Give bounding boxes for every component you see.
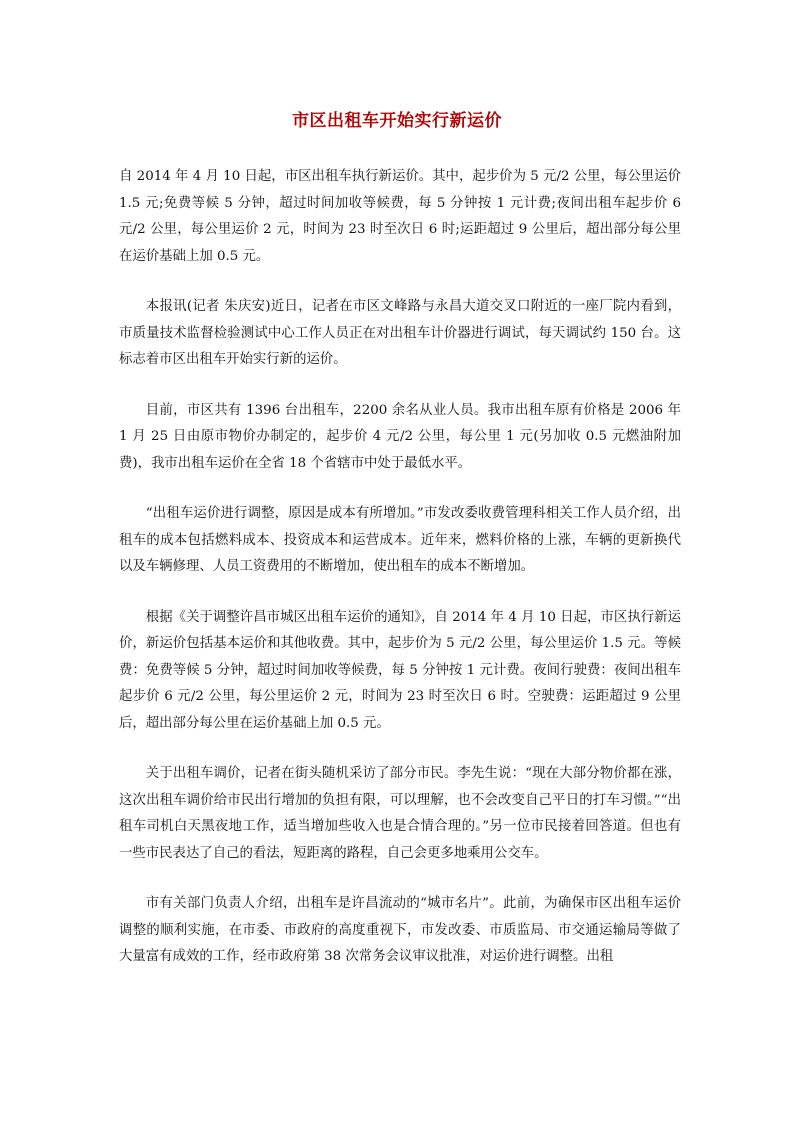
paragraph-new-rates: 根据《关于调整许昌市城区出租车运价的通知》，自 2014 年 4 月 10 日起，市区执行新运价，新运价包括基本运价和其他收费。其中，起步价为 5 元/2 公里，每公里运价 1.5 元。等候费：免费等候 5 分钟，超过时间加收等候费，每 5 分钟按 1 元计费。夜间行驶费：夜间出租车起步价 6 元/2 公里，每公里运价 2 元，时间为 23 时至次日 6 时。空驶费：运距超过 9 公里后，超出部分每公里在运价基础上加 0.5 元。 — [119, 609, 681, 731]
paragraph-current-status: 目前，市区共有 1396 台出租车，2200 余名从业人员。我市出租车原有价格是 2006 年 1 月 25 日由原市物价办制定的，起步价 4 元/2 公里，每公里 1 元(另加收 0.5 元燃油附加费)，我市出租车运价在全省 18 个省辖市中处于最低水平。 — [119, 402, 681, 471]
paragraph-intro: 自 2014 年 4 月 10 日起，市区出租车执行新运价。其中，起步价为 5 元/2 公里，每公里运价 1.5 元;免费等候 5 分钟，超过时间加收等候费，每 5 分钟按 1 元计费;夜间出租车起步价 6 元/2 公里，每公里运价 2 元，时间为 23 时至次日 6 时;运距超过 9 公里后，超出部分每公里在运价基础上加 0.5 元。 — [119, 169, 681, 264]
paragraph-official-statement: 市有关部门负责人介绍，出租车是许昌流动的“城市名片”。此前，为确保市区出租车运价调整的顺利实施，在市委、市政府的高度重视下，市发改委、市质监局、市交通运输局等做了大量富有成效的工作，经市政府第 38 次常务会议审议批准，对运价进行调整。出租 — [119, 896, 681, 964]
paragraph-report: 本报讯(记者 朱庆安)近日，记者在市区文峰路与永昌大道交叉口附近的一座厂院内看到，市质量技术监督检验测试中心工作人员正在对出租车计价器进行调试，每天调试约 150 台。这标志着市区出租车开始实行新的运价。 — [119, 299, 681, 367]
paragraph-citizen-views: 关于出租车调价，记者在街头随机采访了部分市民。李先生说：“现在大部分物价都在涨，这次出租车调价给市民出行增加的负担有限，可以理解，也不会改变自己平日的打车习惯。”“出租车司机白天黑夜地工作，适当增加些收入也是合情合理的。”另一位市民接着回答道。但也有一些市民表达了自己的看法，短距离的路程，自己会更多地乘用公交车。 — [119, 766, 681, 861]
article-body — [119, 164, 681, 995]
document-title: 市区出租车开始实行新运价 — [292, 111, 502, 131]
paragraph-cost-reason: “出租车运价进行调整，原因是成本有所增加。”市发改委收费管理科相关工作人员介绍，出租车的成本包括燃料成本、投资成本和运营成本。近年来，燃料价格的上涨，车辆的更新换代以及车辆修理、人员工资费用的不断增加，使出租车的成本不断增加。 — [119, 506, 681, 574]
